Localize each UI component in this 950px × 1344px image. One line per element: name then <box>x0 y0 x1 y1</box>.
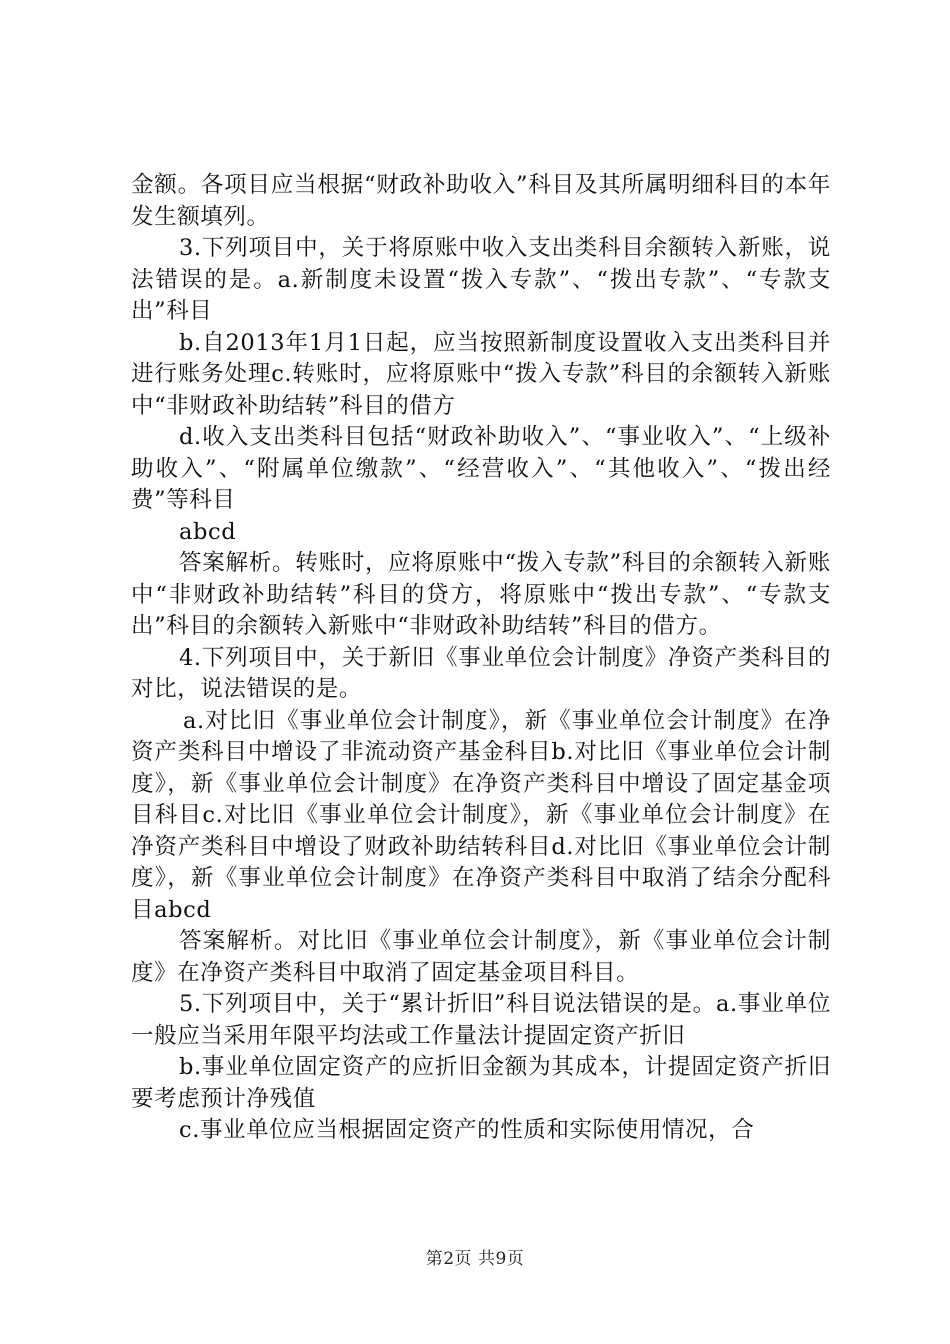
paragraph: d.收入支出类科目包括“财政补助收入”、“事业收入”、“上级补助收入”、“附属单位缴款”、“经营收入”、“其他收入”、“拨出经费”等科目 <box>131 424 831 513</box>
paragraph: 3.下列项目中，关于将原账中收入支出类科目余额转入新账，说法错误的是。a.新制度未设置“拨入专款”、“拨出专款”、“专款支出”科目 <box>131 235 831 324</box>
paragraph: c.事业单位应当根据固定资产的性质和实际使用情况，合 <box>179 1117 755 1143</box>
paragraph: b.自2013年1月1日起，应当按照新制度设置收入支出类科目并进行账务处理c.转账时，应将原账中“拨入专款”科目的余额转入新账中“非财政补助结转”科目的借方 <box>131 329 831 419</box>
paragraph: a.对比旧《事业单位会计制度》，新《事业单位会计制度》在净资产类科目中增设了非流动资产基金科目b.对比旧《事业单位会计制度》，新《事业单位会计制度》在净资产类科目中增设了固定基金项目科目c.对比旧《事业单位会计制度》，新《事业单位会计制度》在净资产类科目中增设了财政补助结转科目d.对比旧《事业单位会计制度》，新《事业单位会计制度》在净资产类科目中取消了结余分配科目abcd <box>131 707 831 923</box>
paragraph: 答案解析。对比旧《事业单位会计制度》，新《事业单位会计制度》在净资产类科目中取消了固定基金项目科目。 <box>131 928 831 986</box>
page-number-footer: 第2页 共9页 <box>425 1249 525 1269</box>
paragraph: 答案解析。转账时，应将原账中“拨入专款”科目的余额转入新账中“非财政补助结转”科目的贷方，将原账中“拨出专款”、“专款支出”科目的余额转入新账中“非财政补助结转”科目的借方。 <box>131 550 831 639</box>
paragraph: 金额。各项目应当根据“财政补助收入”科目及其所属明细科目的本年发生额填列。 <box>131 172 831 230</box>
paragraph: abcd <box>179 518 237 545</box>
paragraph: 4.下列项目中，关于新旧《事业单位会计制度》净资产类科目的对比，说法错误的是。 <box>131 644 831 702</box>
document-body <box>131 170 831 1147</box>
paragraph: 5.下列项目中，关于“累计折旧”科目说法错误的是。a.事业单位一般应当采用年限平均法或工作量法计提固定资产折旧 <box>131 991 831 1049</box>
paragraph: b.事业单位固定资产的应折旧金额为其成本，计提固定资产折旧要考虑预计净残值 <box>131 1054 831 1112</box>
